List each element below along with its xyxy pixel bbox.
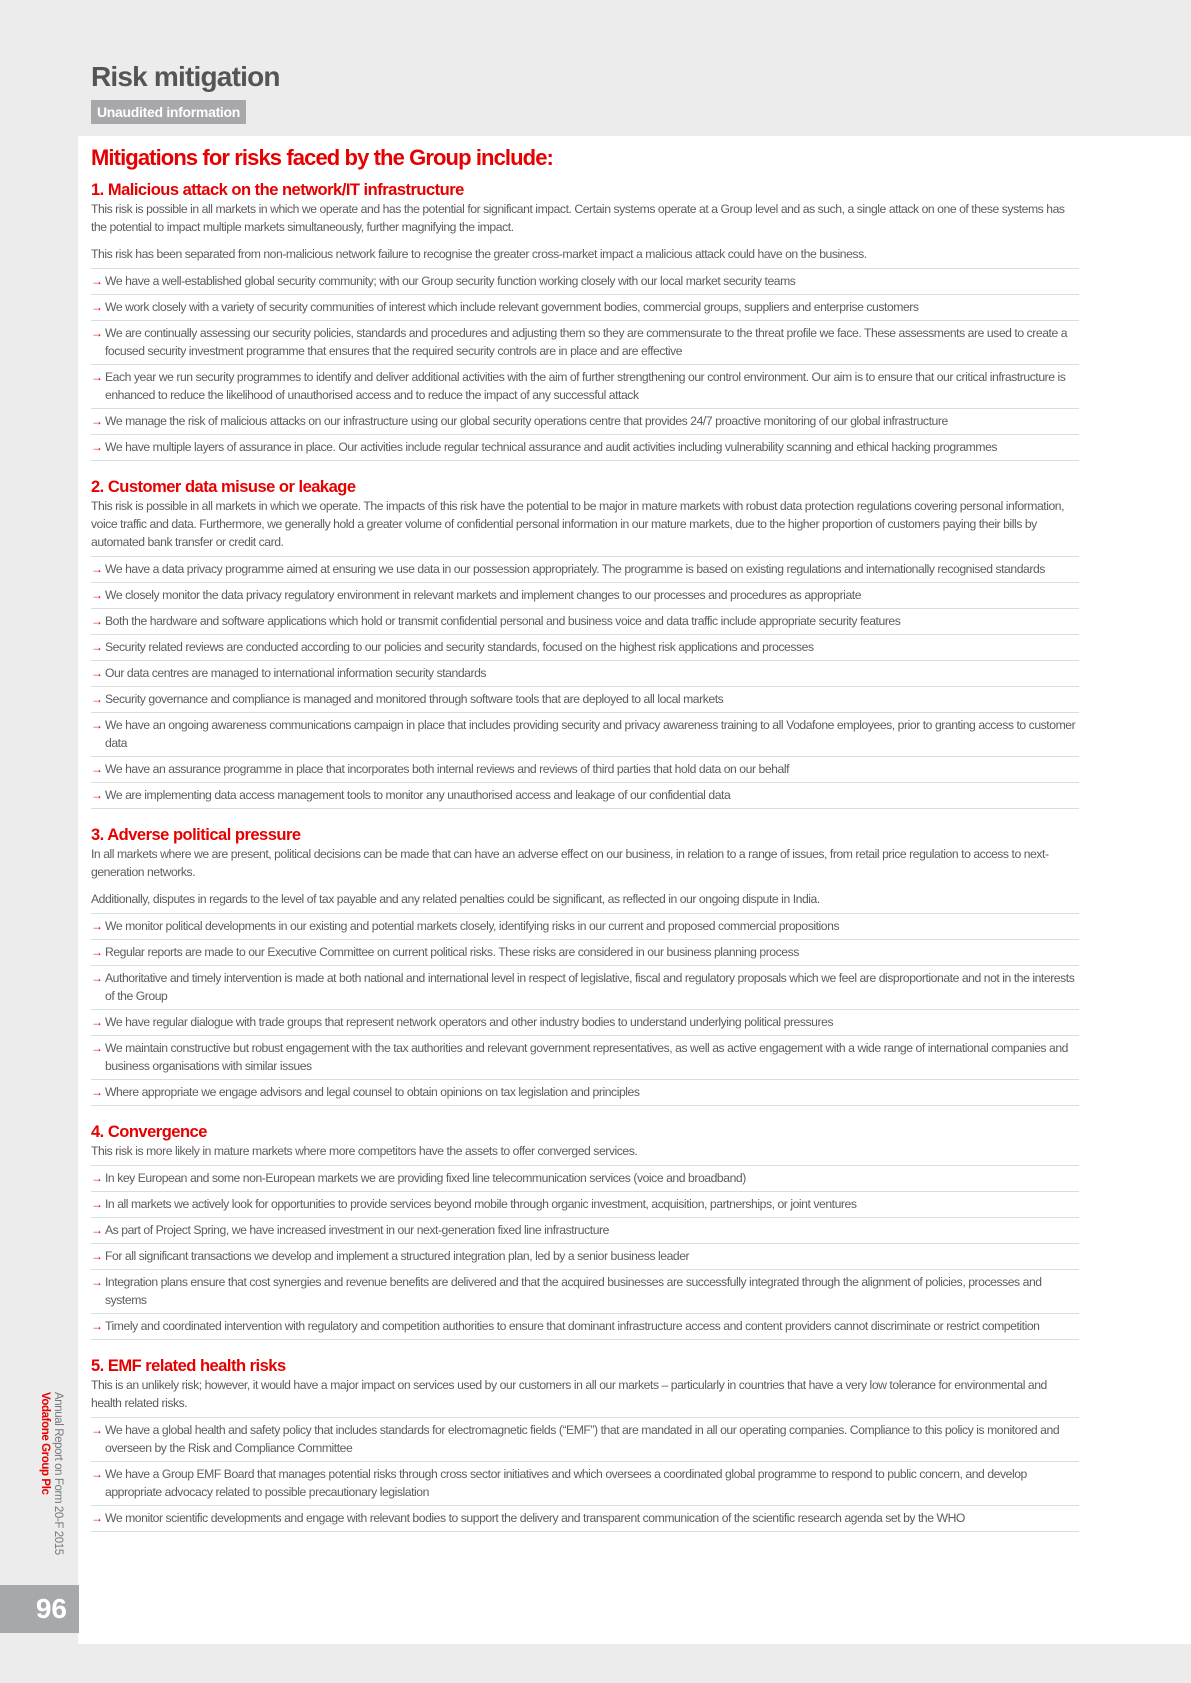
section-title: 4. Convergence (91, 1123, 207, 1141)
arrow-right-icon: → (91, 945, 103, 959)
section-intro: This risk has been separated from non-malicious network failure to recognise the greater cross-market impact a malicious attack could have on the business. (91, 247, 867, 261)
company-name: Vodafone Group Plc (39, 1392, 51, 1495)
arrow-right-icon: → (91, 1319, 103, 1333)
main-heading: Mitigations for risks faced by the Group include: (91, 145, 553, 170)
mitigation-list (91, 913, 1079, 1106)
risk-section (91, 1357, 1079, 1532)
section-intro: This risk is possible in all markets in which we operate. The impacts of this risk have the potential to be major in mature markets with robust data protection regulations covering personal information, voice traffic and data. Furthermore, we generally hold a greater volume of confidential personal information in our mature markets, due to the higher proportion of customers paying their bills by automated bank transfer or credit card. (91, 499, 1065, 549)
arrow-right-icon: → (91, 414, 103, 428)
arrow-right-icon: → (91, 614, 103, 628)
mitigation-list (91, 556, 1079, 809)
section-title: 1. Malicious attack on the network/IT infrastructure (91, 181, 464, 199)
mitigation-item (91, 661, 1079, 687)
mitigation-text: We maintain constructive but robust engagement with the tax authorities and relevant government representatives, as well as active engagement with a wide range of international companies and business organisations with similar issues (105, 1041, 1069, 1073)
report-name: Annual Report on Form 20-F 2015 (52, 1392, 64, 1555)
mitigation-list (91, 1417, 1079, 1532)
arrow-right-icon: → (91, 1423, 103, 1437)
mitigation-text: We have an assurance programme in place that incorporates both internal reviews and reviews of third parties that hold data on our behalf (105, 762, 790, 776)
arrow-right-icon: → (91, 1085, 103, 1099)
mitigation-item (91, 783, 1079, 809)
mitigation-text: In all markets we actively look for opportunities to provide services beyond mobile through organic investment, acquisition, partnerships, or joint ventures (105, 1197, 857, 1211)
arrow-right-icon: → (91, 1223, 103, 1237)
mitigation-item (91, 321, 1079, 365)
mitigation-text: Timely and coordinated intervention with regulatory and competition authorities to ensure that dominant infrastructure access and content providers cannot discriminate or restrict competition (105, 1319, 1040, 1333)
arrow-right-icon: → (91, 692, 103, 706)
mitigation-item (91, 713, 1079, 757)
mitigation-item (91, 1314, 1079, 1340)
mitigation-text: We have regular dialogue with trade groups that represent network operators and other industry bodies to understand underlying political pressures (105, 1015, 834, 1029)
mitigation-text: We have a well-established global security community; with our Group security function working closely with our local market security teams (105, 274, 796, 288)
mitigation-text: As part of Project Spring, we have increased investment in our next-generation fixed line infrastructure (105, 1223, 609, 1237)
mitigation-item (91, 1036, 1079, 1080)
mitigation-item (91, 365, 1079, 409)
mitigation-item (91, 557, 1079, 583)
mitigation-list (91, 1165, 1079, 1340)
mitigation-item (91, 966, 1079, 1010)
section-intro: This risk is possible in all markets in which we operate and has the potential for significant impact. Certain systems operate at a Group level and as such, a single attack on one of these systems has the potential to impact multiple markets simultaneously, further magnifying the impact. (91, 202, 1065, 234)
arrow-right-icon: → (91, 971, 103, 985)
arrow-right-icon: → (91, 562, 103, 576)
mitigation-item (91, 1192, 1079, 1218)
mitigation-text: We have a Group EMF Board that manages potential risks through cross sector initiatives and which oversees a coordinated global programme to respond to public concern, and develop appropriate advocacy related to possible precautionary legislation (105, 1467, 1027, 1499)
unaudited-badge: Unaudited information (91, 100, 246, 124)
mitigation-text: Authoritative and timely intervention is made at both national and international level in respect of legislative, fiscal and regulatory proposals which we feel are disproportionate and not in the interests of the Group (105, 971, 1075, 1003)
arrow-right-icon: → (91, 1511, 103, 1525)
mitigation-item (91, 1462, 1079, 1506)
mitigation-item (91, 583, 1079, 609)
mitigation-text: Security related reviews are conducted according to our policies and security standards, focused on the highest risk applications and processes (105, 640, 814, 654)
arrow-right-icon: → (91, 1015, 103, 1029)
arrow-right-icon: → (91, 919, 103, 933)
arrow-right-icon: → (91, 588, 103, 602)
mitigation-item (91, 269, 1079, 295)
mitigation-text: Integration plans ensure that cost synergies and revenue benefits are delivered and that the acquired businesses are successfully integrated through the alignment of policies, processes and systems (105, 1275, 1042, 1307)
mitigation-item (91, 1218, 1079, 1244)
mitigation-item (91, 1418, 1079, 1462)
mitigation-text: Where appropriate we engage advisors and legal counsel to obtain opinions on tax legislation and principles (105, 1085, 640, 1099)
arrow-right-icon: → (91, 370, 103, 384)
arrow-right-icon: → (91, 718, 103, 732)
risk-section (91, 826, 1079, 1106)
mitigation-item (91, 635, 1079, 661)
risk-sections (91, 181, 1079, 1532)
section-intro: This is an unlikely risk; however, it would have a major impact on services used by our customers in all our markets – particularly in countries that have a very low tolerance for environmental and health related risks. (91, 1378, 1047, 1410)
arrow-right-icon: → (91, 1197, 103, 1211)
mitigation-text: In key European and some non-European markets we are providing fixed line telecommunication services (voice and broadband) (105, 1171, 746, 1185)
mitigation-text: We monitor scientific developments and engage with relevant bodies to support the delivery and transparent communication of the scientific research agenda set by the WHO (105, 1511, 965, 1525)
mitigation-item (91, 1244, 1079, 1270)
mitigation-text: We work closely with a variety of security communities of interest which include relevant government bodies, commercial groups, suppliers and enterprise customers (105, 300, 919, 314)
mitigation-item (91, 609, 1079, 635)
mitigation-text: Regular reports are made to our Executive Committee on current political risks. These risks are considered in our business planning process (105, 945, 799, 959)
arrow-right-icon: → (91, 1467, 103, 1481)
mitigation-text: We are implementing data access management tools to monitor any unauthorised access and leakage of our confidential data (105, 788, 731, 802)
arrow-right-icon: → (91, 326, 103, 340)
mitigation-text: We closely monitor the data privacy regulatory environment in relevant markets and implement changes to our processes and procedures as appropriate (105, 588, 862, 602)
section-intro: This risk is more likely in mature markets where more competitors have the assets to offer converged services. (91, 1144, 638, 1158)
mitigation-item (91, 940, 1079, 966)
mitigation-text: Both the hardware and software applications which hold or transmit confidential personal and business voice and data traffic include appropriate security features (105, 614, 901, 628)
risk-section (91, 478, 1079, 809)
mitigation-item (91, 1080, 1079, 1106)
arrow-right-icon: → (91, 788, 103, 802)
mitigation-text: We monitor political developments in our existing and potential markets closely, identifying risks in our current and proposed commercial propositions (105, 919, 840, 933)
section-intro: Additionally, disputes in regards to the level of tax payable and any related penalties could be significant, as reflected in our ongoing dispute in India. (91, 892, 820, 906)
mitigation-text: Our data centres are managed to international information security standards (105, 666, 487, 680)
mitigation-item (91, 435, 1079, 461)
section-intro: In all markets where we are present, political decisions can be made that can have an adverse effect on our business, in relation to a range of issues, from retail price regulation to access to next-generation networks. (91, 847, 1049, 879)
arrow-right-icon: → (91, 1041, 103, 1055)
arrow-right-icon: → (91, 640, 103, 654)
content-panel (78, 136, 1191, 1644)
mitigation-item (91, 914, 1079, 940)
mitigation-text: For all significant transactions we develop and implement a structured integration plan, led by a senior business leader (105, 1249, 690, 1263)
mitigation-item (91, 757, 1079, 783)
mitigation-item (91, 1270, 1079, 1314)
mitigation-text: We have a global health and safety policy that includes standards for electromagnetic fields (“EMF”) that are mandated in all our operating companies. Compliance to this policy is monitored and overseen by the Risk and Compliance Committee (105, 1423, 1060, 1455)
mitigation-text: We manage the risk of malicious attacks on our infrastructure using our global security operations centre that provides 24/7 proactive monitoring of our global infrastructure (105, 414, 948, 428)
mitigation-text: We have a data privacy programme aimed at ensuring we use data in our possession appropriately. The programme is based on existing regulations and internationally recognised standards (105, 562, 1045, 576)
page-number: 96 (0, 1585, 79, 1633)
arrow-right-icon: → (91, 300, 103, 314)
section-title: 5. EMF related health risks (91, 1357, 286, 1375)
content-body (91, 144, 1079, 1532)
arrow-right-icon: → (91, 1249, 103, 1263)
mitigation-item (91, 1166, 1079, 1192)
mitigation-item (91, 687, 1079, 713)
section-title: 3. Adverse political pressure (91, 826, 301, 844)
side-running-title (39, 1392, 64, 1564)
mitigation-text: We have an ongoing awareness communications campaign in place that includes providing security and privacy awareness training to all Vodafone employees, prior to granting access to customer data (105, 718, 1076, 750)
risk-section (91, 1123, 1079, 1340)
mitigation-text: Each year we run security programmes to identify and deliver additional activities with the aim of further strengthening our control environment. Our aim is to ensure that our critical infrastructure is enhanced to reduce the likelihood of unauthorised access and to reduce the impact of any successful attack (105, 370, 1066, 402)
mitigation-item (91, 1506, 1079, 1532)
risk-section (91, 181, 1079, 461)
arrow-right-icon: → (91, 1171, 103, 1185)
page-title: Risk mitigation (91, 61, 280, 92)
mitigation-text: We have multiple layers of assurance in place. Our activities include regular technical assurance and audit activities including vulnerability scanning and ethical hacking programmes (105, 440, 998, 454)
section-title: 2. Customer data misuse or leakage (91, 478, 356, 496)
arrow-right-icon: → (91, 274, 103, 288)
mitigation-text: We are continually assessing our security policies, standards and procedures and adjusting them so they are commensurate to the threat profile we face. These assessments are used to create a focused security investment programme that ensures that the required security controls are in place and are effective (105, 326, 1068, 358)
mitigation-item (91, 409, 1079, 435)
mitigation-item (91, 295, 1079, 321)
mitigation-text: Security governance and compliance is managed and monitored through software tools that are deployed to all local markets (105, 692, 724, 706)
arrow-right-icon: → (91, 440, 103, 454)
mitigation-item (91, 1010, 1079, 1036)
arrow-right-icon: → (91, 666, 103, 680)
mitigation-list (91, 268, 1079, 461)
arrow-right-icon: → (91, 1275, 103, 1289)
arrow-right-icon: → (91, 762, 103, 776)
